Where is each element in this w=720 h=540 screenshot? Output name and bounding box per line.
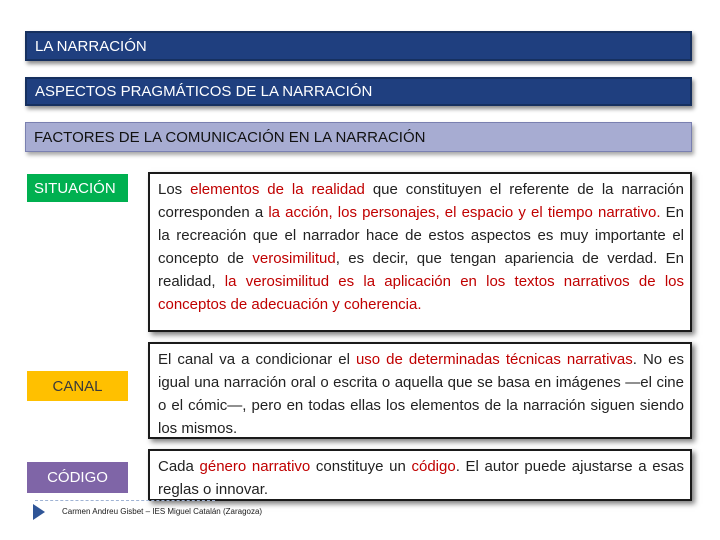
situacion-highlight-1: elementos de la realidad (190, 181, 365, 198)
section-bar (25, 122, 692, 152)
situacion-text-3: En la recreación que el narrador hace de estos aspectos es muy importante el concepto de (158, 204, 684, 267)
situacion-label (27, 174, 128, 202)
situacion-label-text: SITUACIÓN (34, 179, 116, 197)
subtitle-bar (25, 77, 692, 106)
codigo-text-2: constituye un (310, 458, 412, 475)
canal-label-text: CANAL (52, 377, 103, 395)
footer-divider (35, 500, 215, 501)
canal-text-2: . No es igual una narración oral o escrita o aquella que se basa en imágenes —el cine o el cómic—, pero en todas ellas los elementos de la narración siguen siendo los mismos. (158, 351, 684, 437)
codigo-highlight-1: género narrativo (199, 458, 311, 475)
situacion-text-1: Los (158, 181, 191, 198)
canal-label (27, 371, 128, 401)
situacion-text-box (148, 172, 692, 332)
page-subtitle: ASPECTOS PRAGMÁTICOS DE LA NARRACIÓN (35, 83, 373, 100)
codigo-label (27, 462, 128, 493)
canal-text-box (148, 342, 692, 439)
title-bar (25, 31, 692, 61)
situacion-text-2: que constituyen el referente de la narración corresponden a (158, 181, 684, 221)
situacion-highlight-3: verosimilitud (252, 250, 336, 267)
play-arrow-icon (33, 504, 45, 520)
situacion-text-4: , es decir, que tengan apariencia de verdad. En realidad, (158, 250, 684, 290)
codigo-highlight-2: código (411, 458, 456, 475)
situacion-highlight-2: la acción, los personajes, el espacio y el tiempo narrativo. (268, 204, 661, 221)
canal-text-1: El canal va a condicionar el (158, 351, 356, 368)
situacion-highlight-4: la verosimilitud es la aplicación en los textos narrativos de los conceptos de adecuación y coherencia. (158, 273, 684, 313)
codigo-label-text: CÓDIGO (47, 469, 108, 486)
codigo-text-3: . El autor puede ajustarse a esas reglas o innovar. (158, 458, 684, 498)
canal-highlight-1: uso de determinadas técnicas narrativas (355, 351, 633, 368)
codigo-text-1: Cada (158, 458, 200, 475)
codigo-text-box (148, 449, 692, 501)
section-heading: FACTORES DE LA COMUNICACIÓN EN LA NARRACIÓN (34, 128, 426, 146)
author-credit: Carmen Andreu Gisbet – IES Miguel Catalán (Zaragoza) (62, 507, 263, 516)
page-title: LA NARRACIÓN (35, 37, 147, 55)
